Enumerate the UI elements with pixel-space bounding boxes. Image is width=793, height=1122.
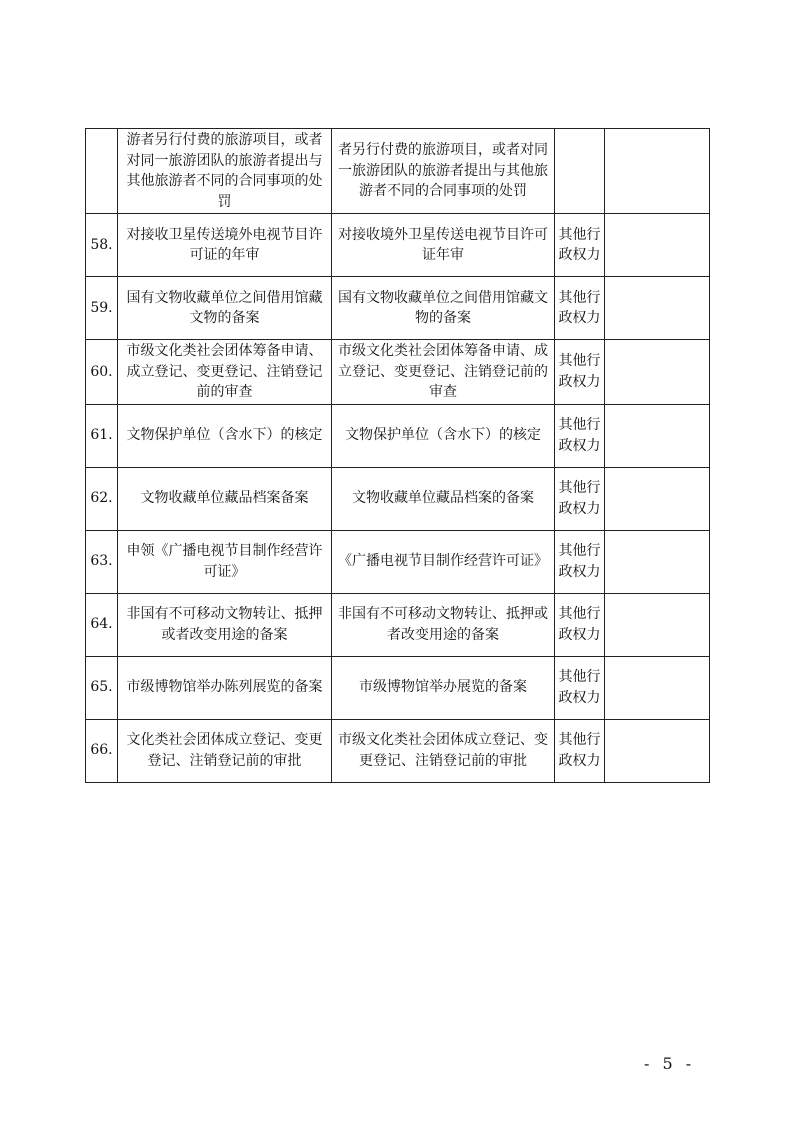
power-name-cell: 文化类社会团体成立登记、变更登记、注销登记前的审批 bbox=[118, 719, 332, 782]
table-row bbox=[86, 719, 710, 782]
item-name-cell: 市级文化类社会团体筹备申请、成立登记、变更登记、注销登记前的审查 bbox=[332, 340, 555, 405]
power-type-cell: 其他行政权力 bbox=[555, 593, 605, 656]
item-name-cell: 《广播电视节目制作经营许可证》 bbox=[332, 530, 555, 593]
row-number: 66. bbox=[86, 719, 118, 782]
page-number: - 5 - bbox=[644, 1054, 696, 1073]
power-name-cell: 对接收卫星传送境外电视节目许可证的年审 bbox=[118, 214, 332, 277]
table-row bbox=[86, 129, 710, 214]
item-name-cell: 对接收境外卫星传送电视节目许可证年审 bbox=[332, 214, 555, 277]
power-type-cell: 其他行政权力 bbox=[555, 719, 605, 782]
power-type-cell: 其他行政权力 bbox=[555, 340, 605, 405]
table-row bbox=[86, 593, 710, 656]
item-name-cell: 市级文化类社会团体成立登记、变更登记、注销登记前的审批 bbox=[332, 719, 555, 782]
table-row bbox=[86, 277, 710, 340]
row-number bbox=[86, 129, 118, 214]
power-name-cell: 游者另行付费的旅游项目，或者对同一旅游团队的旅游者提出与其他旅游者不同的合同事项的处罚 bbox=[118, 129, 332, 214]
item-name-cell: 国有文物收藏单位之间借用馆藏文物的备案 bbox=[332, 277, 555, 340]
power-name-cell: 文物保护单位（含水下）的核定 bbox=[118, 404, 332, 467]
row-number: 58. bbox=[86, 214, 118, 277]
note-cell bbox=[605, 719, 710, 782]
note-cell bbox=[605, 404, 710, 467]
item-name-cell: 文物收藏单位藏品档案的备案 bbox=[332, 467, 555, 530]
note-cell bbox=[605, 277, 710, 340]
note-cell bbox=[605, 340, 710, 405]
table-row bbox=[86, 214, 710, 277]
table-row bbox=[86, 340, 710, 405]
power-type-cell: 其他行政权力 bbox=[555, 530, 605, 593]
power-name-cell: 市级博物馆举办陈列展览的备案 bbox=[118, 656, 332, 719]
item-name-cell: 文物保护单位（含水下）的核定 bbox=[332, 404, 555, 467]
row-number: 64. bbox=[86, 593, 118, 656]
table-row bbox=[86, 404, 710, 467]
note-cell bbox=[605, 214, 710, 277]
table-row bbox=[86, 656, 710, 719]
power-type-cell: 其他行政权力 bbox=[555, 404, 605, 467]
note-cell bbox=[605, 530, 710, 593]
item-name-cell: 者另行付费的旅游项目，或者对同一旅游团队的旅游者提出与其他旅游者不同的合同事项的处罚 bbox=[332, 129, 555, 214]
power-name-cell: 国有文物收藏单位之间借用馆藏文物的备案 bbox=[118, 277, 332, 340]
row-number: 62. bbox=[86, 467, 118, 530]
row-number: 65. bbox=[86, 656, 118, 719]
note-cell bbox=[605, 467, 710, 530]
power-list-table bbox=[85, 128, 710, 783]
row-number: 63. bbox=[86, 530, 118, 593]
item-name-cell: 市级博物馆举办展览的备案 bbox=[332, 656, 555, 719]
table-row bbox=[86, 467, 710, 530]
power-type-cell bbox=[555, 129, 605, 214]
power-type-cell: 其他行政权力 bbox=[555, 214, 605, 277]
row-number: 60. bbox=[86, 340, 118, 405]
power-name-cell: 申领《广播电视节目制作经营许可证》 bbox=[118, 530, 332, 593]
power-type-cell: 其他行政权力 bbox=[555, 277, 605, 340]
row-number: 59. bbox=[86, 277, 118, 340]
power-name-cell: 文物收藏单位藏品档案备案 bbox=[118, 467, 332, 530]
power-name-cell: 非国有不可移动文物转让、抵押或者改变用途的备案 bbox=[118, 593, 332, 656]
power-type-cell: 其他行政权力 bbox=[555, 656, 605, 719]
row-number: 61. bbox=[86, 404, 118, 467]
table-row bbox=[86, 530, 710, 593]
note-cell bbox=[605, 593, 710, 656]
note-cell bbox=[605, 656, 710, 719]
power-type-cell: 其他行政权力 bbox=[555, 467, 605, 530]
power-name-cell: 市级文化类社会团体筹备申请、成立登记、变更登记、注销登记前的审查 bbox=[118, 340, 332, 405]
item-name-cell: 非国有不可移动文物转让、抵押或者改变用途的备案 bbox=[332, 593, 555, 656]
note-cell bbox=[605, 129, 710, 214]
